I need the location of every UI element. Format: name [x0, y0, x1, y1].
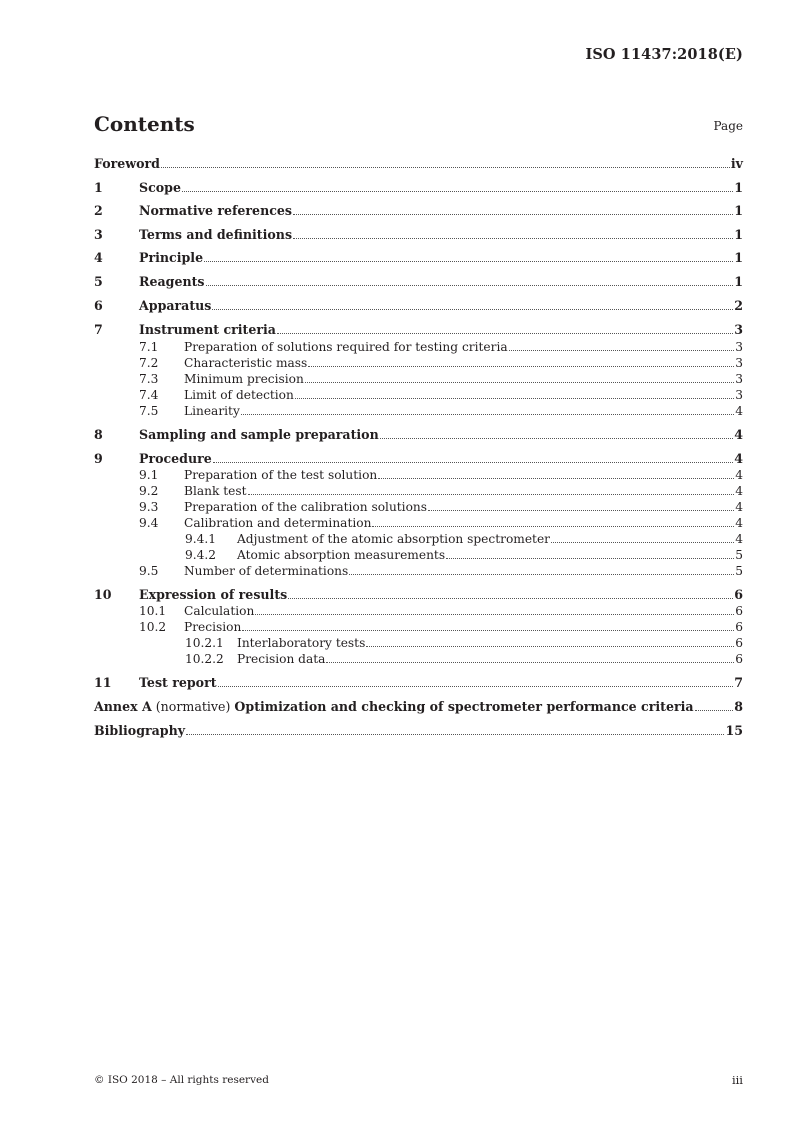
toc-entry-number: 9.3 [139, 500, 159, 514]
toc-entry-title: Procedure [139, 451, 212, 466]
toc-entry-title: Bibliography [94, 723, 186, 738]
toc-entry-10[interactable] [94, 587, 743, 603]
toc-entry-title: Minimum precision [184, 372, 304, 386]
toc-entry-number: 8 [94, 427, 103, 442]
toc-entry-title: Reagents [139, 274, 205, 289]
toc-entry-title: Calibration and determination [184, 516, 372, 530]
toc-entry-page: 1 [734, 180, 743, 195]
annex-title: Optimization and checking of spectrometer performance criteria [234, 699, 694, 714]
toc-entry-title: Instrument criteria [139, 322, 276, 337]
toc-entry-page: iv [730, 156, 743, 171]
toc-entry-number: 9.5 [139, 564, 159, 578]
toc-entry-9[interactable] [94, 451, 743, 467]
toc-entry-9-3[interactable] [94, 499, 743, 515]
toc-entry-title: Blank test [184, 484, 247, 498]
toc-entry-page: 1 [734, 227, 743, 242]
toc-entry-number: 9 [94, 451, 103, 466]
toc-entry-number: 7 [94, 322, 103, 337]
toc-entry-page: 4 [735, 404, 743, 418]
document-reference: ISO 11437:2018(E) [585, 46, 743, 63]
toc-entry-number: 5 [94, 274, 103, 289]
toc-entry-number: 7.2 [139, 356, 159, 370]
toc-entry-page: 15 [725, 723, 743, 738]
toc-entry-number: 10 [94, 587, 112, 602]
toc-entry-number: 7.1 [139, 340, 159, 354]
toc-entry-7-5[interactable] [94, 403, 743, 419]
toc-entry-10-2-1[interactable] [94, 635, 743, 651]
toc-entry-number: 9.2 [139, 484, 159, 498]
toc-entry-number: 9.1 [139, 468, 159, 482]
toc-entry-4[interactable] [94, 250, 743, 266]
toc-entry-number: 3 [94, 227, 103, 242]
toc-entry-page: 7 [734, 675, 743, 690]
toc-entry-title: Test report [139, 675, 217, 690]
toc-entry-annex-a[interactable] [94, 699, 743, 715]
toc-entry-bibliography[interactable] [94, 723, 743, 739]
toc-entry-page: 5 [735, 564, 743, 578]
toc-entry-foreword[interactable] [94, 156, 743, 172]
toc-entry-page: 4 [735, 500, 743, 514]
toc-entry-8[interactable] [94, 427, 743, 443]
toc-entry-title: Normative references [139, 203, 293, 218]
toc-entry-10-1[interactable] [94, 603, 743, 619]
toc-entry-title: Apparatus [139, 298, 212, 313]
page-column-label: Page [713, 119, 743, 133]
toc-entry-7-2[interactable] [94, 355, 743, 371]
toc-entry-page: 6 [735, 604, 743, 618]
toc-entry-page: 6 [734, 587, 743, 602]
toc-entry-page: 1 [734, 274, 743, 289]
toc-entry-title: Limit of detection [184, 388, 294, 402]
copyright-notice: © ISO 2018 – All rights reserved [94, 1074, 269, 1086]
toc-entry-title: Atomic absorption measurements [237, 548, 446, 562]
annex-note: (normative) [151, 699, 235, 714]
toc-entry-9-1[interactable] [94, 467, 743, 483]
toc-entry-1[interactable] [94, 180, 743, 196]
page-number: iii [731, 1073, 743, 1087]
toc-entry-5[interactable] [94, 274, 743, 290]
toc-entry-number: 1 [94, 180, 103, 195]
toc-entry-title: Calculation [184, 604, 255, 618]
toc-entry-10-2[interactable] [94, 619, 743, 635]
toc-entry-2[interactable] [94, 203, 743, 219]
toc-entry-9-4-1[interactable] [94, 531, 743, 547]
toc-entry-title: Interlaboratory tests [237, 636, 366, 650]
toc-entry-title: Adjustment of the atomic absorption spectrometer [237, 532, 550, 546]
toc-entry-number: 10.2.1 [185, 636, 224, 650]
toc-entry-title: Scope [139, 180, 181, 195]
toc-entry-page: 3 [735, 372, 743, 386]
toc-entry-page: 4 [734, 427, 743, 442]
toc-entry-number: 10.1 [139, 604, 167, 618]
toc-entry-title: Preparation of the calibration solutions [184, 500, 428, 514]
toc-entry-7-4[interactable] [94, 387, 743, 403]
toc-entry-number: 7.5 [139, 404, 159, 418]
toc-entry-page: 3 [735, 340, 743, 354]
toc-entry-page: 6 [735, 652, 743, 666]
toc-entry-9-2[interactable] [94, 483, 743, 499]
toc-entry-number: 9.4 [139, 516, 159, 530]
toc-entry-number: 10.2.2 [185, 652, 224, 666]
toc-entry-9-4-2[interactable] [94, 547, 743, 563]
toc-entry-11[interactable] [94, 675, 743, 691]
toc-entry-title: Foreword [94, 156, 160, 171]
toc-entry-title: Principle [139, 250, 204, 265]
toc-entry-page: 4 [735, 516, 743, 530]
toc-entry-number: 2 [94, 203, 103, 218]
toc-entry-number: 6 [94, 298, 103, 313]
toc-entry-title: Precision [184, 620, 242, 634]
toc-entry-title: Linearity [184, 404, 240, 418]
toc-entry-7-3[interactable] [94, 371, 743, 387]
toc-entry-page: 4 [735, 532, 743, 546]
toc-entry-number: 11 [94, 675, 112, 690]
toc-entry-7[interactable] [94, 322, 743, 338]
toc-entry-page: 6 [735, 636, 743, 650]
toc-entry-title: Precision data [237, 652, 326, 666]
toc-entry-page: 1 [734, 250, 743, 265]
toc-entry-3[interactable] [94, 227, 743, 243]
contents-heading: Contents [94, 112, 195, 136]
toc-entry-number: 7.3 [139, 372, 159, 386]
toc-entry-page: 5 [735, 548, 743, 562]
toc-entry-number: 7.4 [139, 388, 159, 402]
toc-entry-page: 4 [735, 468, 743, 482]
toc-entry-9-4[interactable] [94, 515, 743, 531]
toc-entry-page: 1 [734, 203, 743, 218]
toc-entry-9-5[interactable] [94, 563, 743, 579]
toc-entry-page: 2 [734, 298, 743, 313]
toc-entry-title: Characteristic mass [184, 356, 308, 370]
toc-entry-number: 10.2 [139, 620, 167, 634]
toc-entry-title: Expression of results [139, 587, 288, 602]
toc-entry-page: 4 [735, 484, 743, 498]
toc-entry-page: 3 [734, 322, 743, 337]
toc-entry-page: 3 [735, 388, 743, 402]
toc-entry-number: 4 [94, 250, 103, 265]
toc-entry-title: Preparation of the test solution [184, 468, 378, 482]
toc-entry-title: Number of determinations [184, 564, 349, 578]
toc-entry-title: Preparation of solutions required for testing criteria [184, 340, 508, 354]
toc-entry-title: Sampling and sample preparation [139, 427, 379, 442]
toc-entry-page: 8 [734, 699, 743, 714]
toc-entry-page: 3 [735, 356, 743, 370]
toc-entry-page: 4 [734, 451, 743, 466]
toc-entry-7-1[interactable] [94, 339, 743, 355]
toc-entry-6[interactable] [94, 298, 743, 314]
toc-entry-title: Terms and definitions [139, 227, 293, 242]
toc-entry-number: 9.4.1 [185, 532, 217, 546]
toc-entry-number: 9.4.2 [185, 548, 217, 562]
toc-entry-title [94, 699, 694, 715]
toc-entry-page: 6 [735, 620, 743, 634]
annex-label: Annex A [94, 699, 152, 714]
toc-entry-10-2-2[interactable] [94, 651, 743, 667]
